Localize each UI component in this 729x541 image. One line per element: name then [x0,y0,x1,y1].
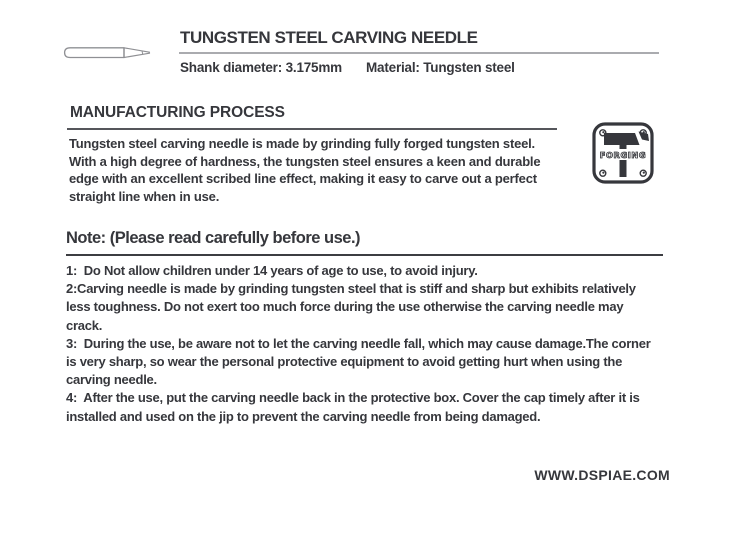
paragraph-line: straight line when in use. [69,189,220,205]
note-line: carving needle. [66,372,157,388]
website-url: WWW.DSPIAE.COM [534,467,670,483]
paragraph-line: With a high degree of hardness, the tungsten steel ensures a keen and durable [69,153,541,169]
note-line: is very sharp, so wear the personal protective equipment to avoid getting hurt when using the [66,354,623,370]
spec-line [180,60,515,75]
safety-notes-list [66,262,651,426]
forging-label: FORGING [599,149,647,160]
manufacturing-divider [67,128,557,130]
spec-material: Material: Tungsten steel [365,60,515,75]
spec-shank-diameter: Shank diameter: 3.175mm [180,60,342,75]
note-line: less toughness. Do not exert too much force during the use otherwise the carving needle may [66,299,624,315]
title-divider [179,52,659,54]
paragraph-line: edge with an excellent scribed line effect, making it easy to carve out a perfect [69,171,537,187]
forging-hammer-icon [592,122,654,184]
note-line: 2:Carving needle is made by grinding tungsten steel that is stiff and sharp but exhibits relatively [66,281,636,297]
note-divider [66,254,663,256]
note-line: 4: After the use, put the carving needle back in the protective box. Cover the cap timely after it is [66,390,640,406]
needle-icon [62,44,154,62]
note-line: 1: Do Not allow children under 14 years of age to use, to avoid injury. [66,263,478,278]
needle-illustration [62,44,154,67]
manufacturing-paragraph [69,135,540,206]
note-line: crack. [66,317,103,333]
note-line: installed and used on the jip to prevent the carving needle from being damaged. [66,408,541,424]
forging-badge [592,122,654,184]
note-heading: Note: (Please read carefully before use.) [66,229,361,247]
paragraph-line: Tungsten steel carving needle is made by grinding fully forged tungsten steel. [69,136,535,151]
page-title: TUNGSTEN STEEL CARVING NEEDLE [180,28,478,47]
manufacturing-process-heading: MANUFACTURING PROCESS [70,104,285,121]
note-line: 3: During the use, be aware not to let the carving needle fall, which may cause damage.The corner [66,335,651,351]
